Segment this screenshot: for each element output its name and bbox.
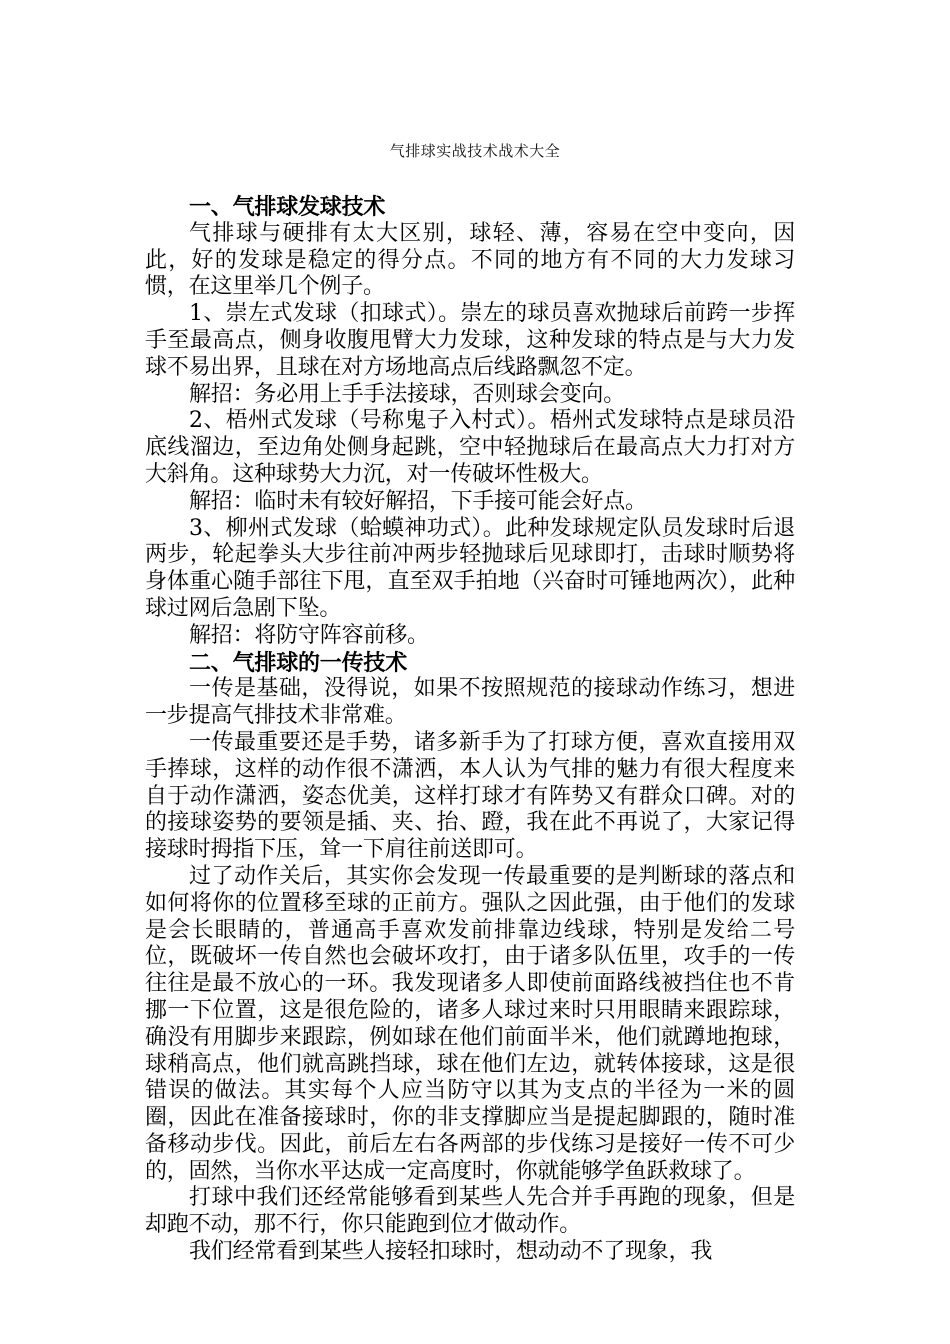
body-paragraph: 解招：临时未有较好解招，下手接可能会好点。	[189, 488, 647, 514]
body-paragraph: 解招：将防守阵容前移。	[189, 622, 429, 648]
body-paragraph: 我们经常看到某些人接轻扣球时，想动动不了现象，我	[189, 1239, 713, 1265]
body-paragraph: 解招：务必用上手手法接球，否则球会变向。	[189, 381, 626, 407]
body-paragraph: 3、柳州式发球（蛤蟆神功式）。此种发球规定队员发球时后退两步，轮起拳头大步往前冲两步轻抛球后见球即打，击球时顺势将身体重心随手部往下甩，直至双手拍地（兴奋时可锤地两次），此种球过网后急剧下坠。	[145, 515, 795, 621]
body-paragraph: 2、梧州式发球（号称鬼子入村式）。梧州式发球特点是球员沿底线溜边，至边角处侧身起跳，空中轻抛球后在最高点大力打对方大斜角。这种球势大力沉，对一传破坏性极大。	[145, 408, 795, 487]
document-title: 气排球实战技术战术大全	[389, 142, 561, 160]
body-paragraph: 气排球与硬排有太大区别，球轻、薄，容易在空中变向，因此，好的发球是稳定的得分点。不同的地方有不同的大力发球习惯，在这里举几个例子。	[145, 220, 795, 300]
body-paragraph: 打球中我们还经常能够看到某些人先合并手再跑的现象，但是却跑不动，那不行，你只能跑到位才做动作。	[145, 1185, 795, 1238]
section-heading: 一、气排球发球技术	[189, 194, 386, 220]
document-body	[145, 194, 795, 1266]
section-heading: 二、气排球的一传技术	[189, 649, 408, 676]
body-paragraph: 1、崇左式发球（扣球式）。崇左的球员喜欢抛球后前跨一步挥手至最高点，侧身收腹甩臂大力发球，这种发球的特点是与大力发球不易出界，且球在对方场地高点后线路飘忽不定。	[145, 301, 795, 380]
body-paragraph: 一传是基础，没得说，如果不按照规范的接球动作练习，想进一步提高气排技术非常难。	[145, 676, 795, 729]
body-paragraph: 一传最重要还是手势，诸多新手为了打球方便，喜欢直接用双手捧球，这样的动作很不潇洒，本人认为气排的魅力有很大程度来自于动作潇洒，姿态优美，这样打球才有阵势又有群众口碑。对的的接球姿势的要领是插、夹、抬、蹬，我在此不再说了，大家记得接球时拇指下压，耸一下肩往前送即可。	[145, 729, 795, 863]
body-paragraph: 过了动作关后，其实你会发现一传最重要的是判断球的落点和如何将你的位置移至球的正前方。强队之因此强，由于他们的发球是会长眼睛的，普通高手喜欢发前排靠边线球，特别是发给二号位，既破坏一传自然也会破坏攻打，由于诸多队伍里，攻手的一传往往是最不放心的一环。我发现诸多人即使前面路线被挡住也不肯挪一下位置，这是很危险的，诸多人球过来时只用眼睛来跟踪球，确没有用脚步来跟踪，例如球在他们前面半米，他们就蹲地抱球，球稍高点，他们就高跳挡球，球在他们左边，就转体接球，这是很错误的做法。其实每个人应当防守以其为支点的半径为一米的圆圈，因此在准备接球时，你的非支撑脚应当是提起脚跟的，随时准备移动步伐。因此，前后左右各两部的步伐练习是接好一传不可少的，固然，当你水平达成一定高度时，你就能够学鱼跃救球了。	[145, 863, 795, 1184]
